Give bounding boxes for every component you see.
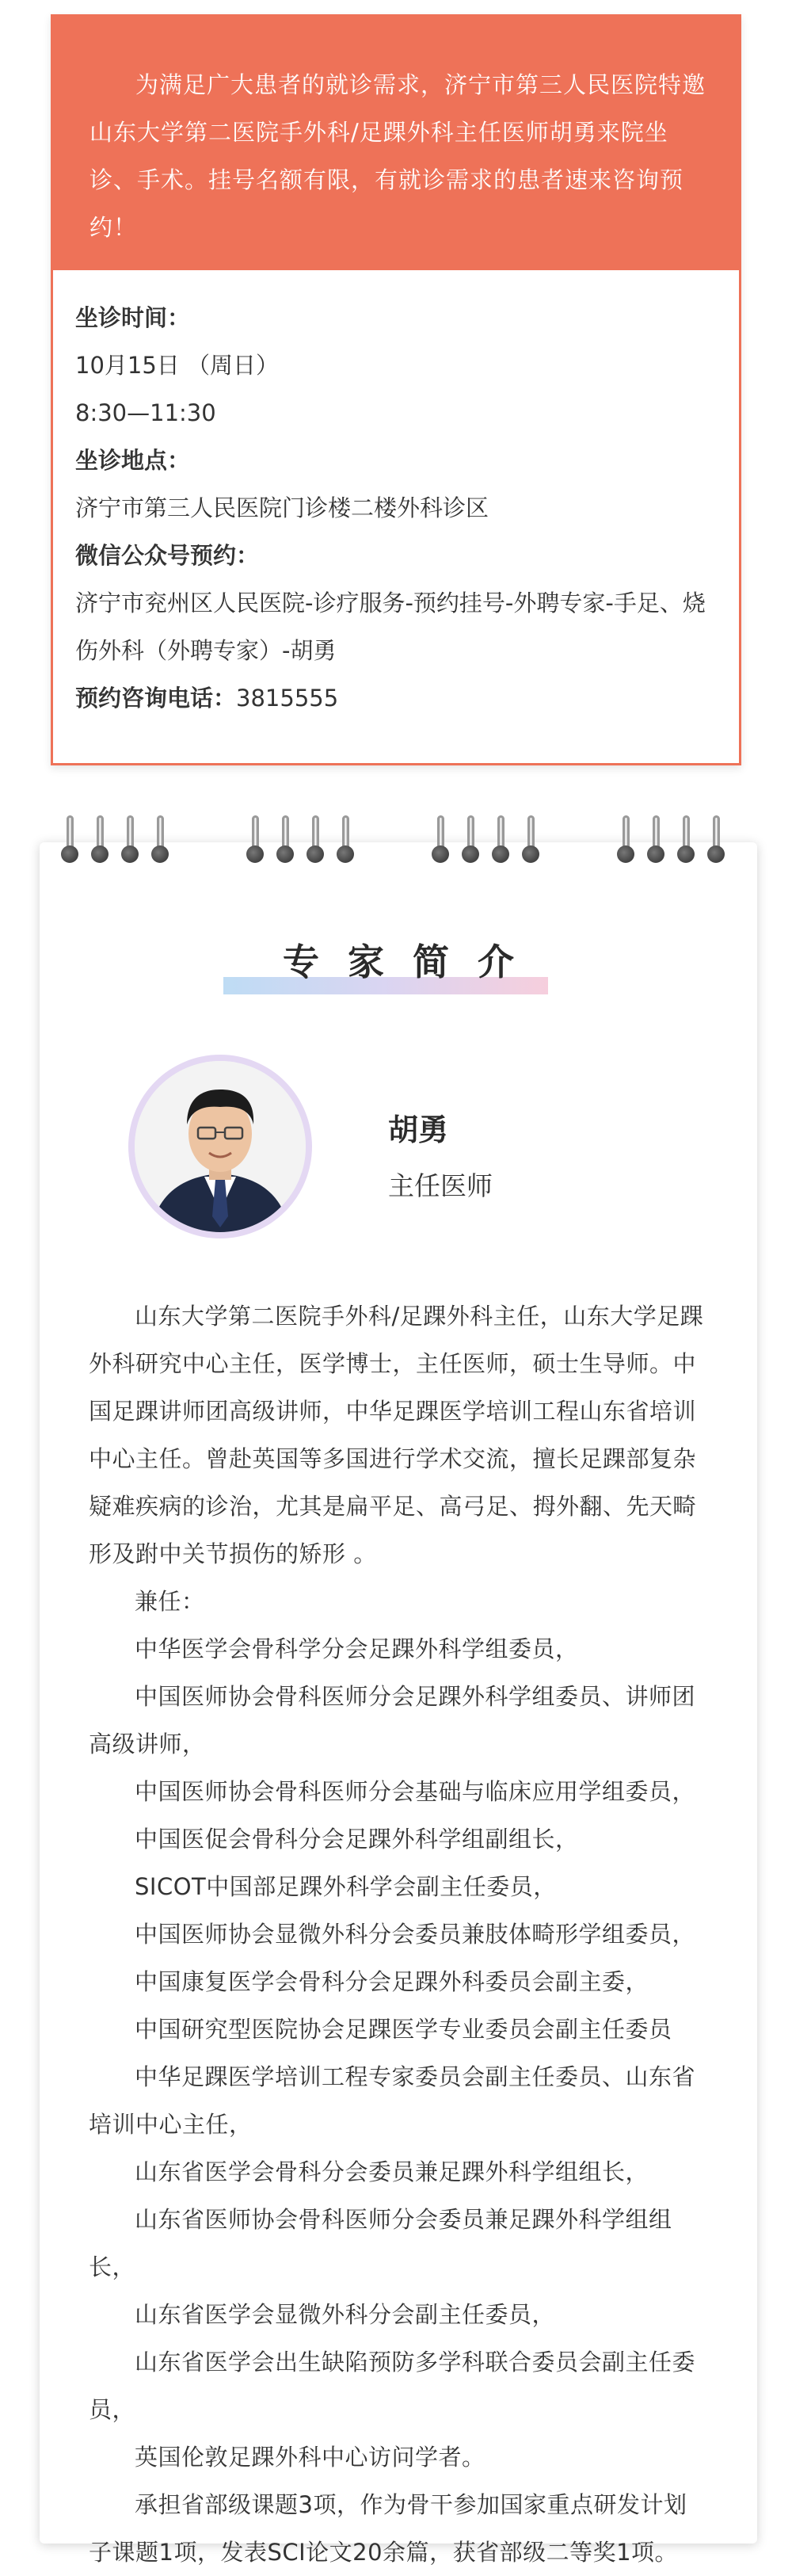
bio-paragraph: 英国伦敦足踝外科中心访问学者。 (135, 2444, 485, 2471)
binder-ring (60, 815, 79, 866)
portrait-illustration (135, 1061, 306, 1232)
binder-ring (90, 815, 109, 866)
bio-paragraph: SICOT中国部足踝外科学会副主任委员， (135, 1873, 557, 1900)
phone-row (75, 674, 709, 722)
ring-group-3 (431, 815, 540, 866)
binder-ring (150, 815, 169, 866)
binder-ring (646, 815, 665, 866)
time-label-row (75, 294, 709, 342)
place-label-row (75, 437, 709, 484)
bio-paragraph: 中国康复医学会骨科分会足踝外科委员会副主委， (135, 1968, 649, 1995)
place-text: 济宁市第三人民医院门诊楼二楼外科诊区 (75, 494, 489, 521)
phone-number[interactable]: 3815555 (236, 685, 339, 712)
wechat-label-row (75, 532, 709, 579)
notice-details (53, 270, 739, 722)
binder-ring (276, 815, 295, 866)
expert-profile-card (40, 842, 757, 2566)
doctor-name: 胡勇 (388, 1112, 449, 1147)
bio-paragraph: 承担省部级课题3项，作为骨干参加国家重点研发计划子课题1项，发表SCI论文20余篇，获省部级二等奖1项。 (89, 2491, 687, 2566)
doctor-title: 主任医师 (388, 1170, 493, 1201)
place-label: 坐诊地点： (75, 447, 191, 474)
bio-paragraph: 山东大学第二医院手外科/足踝外科主任，山东大学足踝外科研究中心主任，医学博士，主任医师，硕士生导师。中国足踝讲师团高级讲师，中华足踝医学培训工程山东省培训中心主任。曾赴英国等多国进行学术交流，擅长足踝部复杂疑难疾病的诊治，尤其是扁平足、高弓足、拇外翻、先天畸形及跗中关节损伤的矫形 。 (89, 1303, 704, 1567)
binder-ring (706, 815, 725, 866)
binder-ring (336, 815, 355, 866)
binder-ring (120, 815, 139, 866)
binder-ring (306, 815, 325, 866)
bio-paragraph: 中国医师协会骨科医师分会基础与临床应用学组委员， (135, 1778, 696, 1805)
bio-paragraph: 兼任： (135, 1588, 205, 1615)
section-title (40, 933, 757, 986)
ring-group-2 (246, 815, 355, 866)
binder-ring (491, 815, 510, 866)
wechat-path-text: 济宁市兖州区人民医院-诊疗服务-预约挂号-外聘专家-手足、烧伤外科（外聘专家）-胡勇 (75, 590, 706, 664)
date-text: 10月15日 （周日） (75, 352, 280, 379)
hours-text: 8:30—11:30 (75, 399, 216, 426)
binder-ring (521, 815, 540, 866)
ring-group-4 (616, 815, 725, 866)
wechat-label: 微信公众号预约： (75, 542, 260, 569)
bio-paragraph: 山东省医学会骨科分会委员兼足踝外科学组组长， (135, 2158, 649, 2185)
place-row (75, 484, 709, 532)
doctor-portrait (135, 1061, 306, 1232)
binder-ring (616, 815, 635, 866)
hours-row (75, 389, 709, 437)
time-label: 坐诊时间： (75, 304, 191, 331)
bio-paragraph: 中华医学会骨科学分会足踝外科学组委员， (135, 1635, 579, 1662)
bio-paragraph: 山东省医学会显微外科分会副主任委员， (135, 2301, 556, 2328)
binder-ring (246, 815, 265, 866)
bio-paragraph: 中国医师协会显微外科分会委员兼肢体畸形学组委员， (135, 1921, 696, 1948)
bio-paragraph: 中国研究型医院协会足踝医学专业委员会副主任委员 (135, 2016, 672, 2043)
binder-ring (461, 815, 480, 866)
phone-label: 预约咨询电话： (75, 685, 237, 712)
binder-ring (431, 815, 450, 866)
bio-paragraph: 山东省医师协会骨科医师分会委员兼足踝外科学组组长， (89, 2206, 672, 2280)
wechat-path-row (75, 579, 709, 674)
bio-paragraph: 山东省医学会出生缺陷预防多学科联合委员会副主任委员， (89, 2349, 696, 2423)
bio-paragraph: 中国医促会骨科分会足踝外科学组副组长， (135, 1826, 579, 1853)
bio-paragraph: 中国医师协会骨科医师分会足踝外科学组委员、讲师团高级讲师， (89, 1683, 696, 1757)
binder-ring (676, 815, 695, 866)
section-title-text: 专家简介 (283, 941, 543, 983)
avatar (128, 1055, 312, 1238)
date-row (75, 342, 709, 389)
notice-intro: 为满足广大患者的就诊需求，济宁市第三人民医院特邀山东大学第二医院手外科/足踝外科主任医师胡勇来院坐诊、手术。挂号名额有限，有就诊需求的患者速来咨询预约！ (53, 17, 739, 270)
doctor-biography (89, 1292, 708, 2576)
ring-group-1 (60, 815, 169, 866)
consultation-notice-card (51, 14, 741, 765)
bio-paragraph: 中华足踝医学培训工程专家委员会副主任委员、山东省培训中心主任， (89, 2063, 696, 2138)
binder-rings (40, 815, 757, 879)
